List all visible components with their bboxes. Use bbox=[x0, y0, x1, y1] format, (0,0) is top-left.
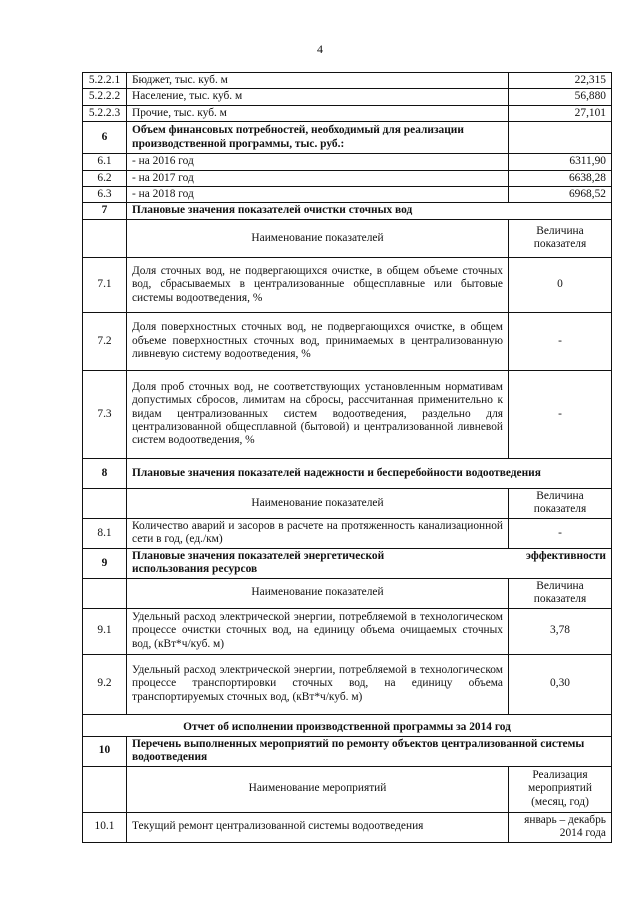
section-title: Плановые значения показателей надежности и бесперебойности водоотведения bbox=[127, 458, 612, 488]
row-value: - bbox=[509, 518, 612, 548]
row-number: 8.1 bbox=[83, 518, 127, 548]
row-label: Удельный расход электрической энергии, потребляемой в технологическом процессе транспортировки сточных вод, на единицу объема транспортируемых сточных вод, (кВт*ч/куб. м) bbox=[127, 654, 509, 714]
section-title: Перечень выполненных мероприятий по ремонту объектов централизованной системы водоотведения bbox=[127, 736, 612, 766]
table-row bbox=[83, 257, 612, 312]
row-number: 10.1 bbox=[83, 812, 127, 842]
table-row bbox=[83, 370, 612, 458]
column-header-value: Величина показателя bbox=[509, 488, 612, 518]
row-number: 9.2 bbox=[83, 654, 127, 714]
section-number: 6 bbox=[83, 122, 127, 154]
section-title-right: эффективности bbox=[525, 549, 606, 562]
row-number: 5.2.2.2 bbox=[83, 89, 127, 105]
column-header-value: Величина показателя bbox=[509, 578, 612, 608]
row-value: январь – декабрь 2014 года bbox=[509, 812, 612, 842]
row-number: 5.2.2.1 bbox=[83, 73, 127, 89]
section-number: 10 bbox=[83, 736, 127, 766]
row-number: 7.3 bbox=[83, 370, 127, 458]
row-label: Доля поверхностных сточных вод, не подвергающихся очистке, в общем объеме поверхностных сточных вод, принимаемых в централизованную ливневую систему водоотведения, % bbox=[127, 312, 509, 370]
report-title: Отчет об исполнении производственной программы за 2014 год bbox=[83, 714, 612, 736]
row-label: - на 2016 год bbox=[127, 154, 509, 170]
row-label: Население, тыс. куб. м bbox=[127, 89, 509, 105]
table-row bbox=[83, 105, 612, 121]
column-header-name: Наименование показателей bbox=[127, 488, 509, 518]
table-row bbox=[83, 187, 612, 203]
row-label: Бюджет, тыс. куб. м bbox=[127, 73, 509, 89]
row-number: 7.1 bbox=[83, 257, 127, 312]
table-row bbox=[83, 608, 612, 654]
section-number: 8 bbox=[83, 458, 127, 488]
row-label: Доля проб сточных вод, не соответствующих установленным нормативам допустимых сбросов, лимитам на сбросы, рассчитанная применительно к видам централизованных систем водоотведения, раздельно для централизованной общесплавной (бытовой) и централизованной ливневой систем водоотведения, % bbox=[127, 370, 509, 458]
section-number: 9 bbox=[83, 548, 127, 578]
section-header bbox=[83, 458, 612, 488]
row-value: 0,30 bbox=[509, 654, 612, 714]
table-row bbox=[83, 654, 612, 714]
row-value: - bbox=[509, 370, 612, 458]
column-header-row bbox=[83, 488, 612, 518]
row-value: 27,101 bbox=[509, 105, 612, 121]
row-number: 5.2.2.3 bbox=[83, 105, 127, 121]
row-number: 6.3 bbox=[83, 187, 127, 203]
row-number: 6.2 bbox=[83, 170, 127, 186]
row-number: 9.1 bbox=[83, 608, 127, 654]
table-row bbox=[83, 518, 612, 548]
section-header bbox=[83, 736, 612, 766]
row-label: - на 2018 год bbox=[127, 187, 509, 203]
row-value: 56,880 bbox=[509, 89, 612, 105]
row-label: Прочие, тыс. куб. м bbox=[127, 105, 509, 121]
table-row bbox=[83, 89, 612, 105]
column-header-value: Реализация мероприятий (месяц, год) bbox=[509, 766, 612, 812]
row-value: - bbox=[509, 312, 612, 370]
row-label: Текущий ремонт централизованной системы водоотведения bbox=[127, 812, 509, 842]
table-row bbox=[83, 73, 612, 89]
row-value: 6311,90 bbox=[509, 154, 612, 170]
row-label: Удельный расход электрической энергии, потребляемой в технологическом процессе очистки сточных вод, на единицу объема очищаемых сточных вод, (кВт*ч/куб. м) bbox=[127, 608, 509, 654]
column-header-name: Наименование показателей bbox=[127, 219, 509, 257]
column-header-value: Величина показателя bbox=[509, 219, 612, 257]
table-row bbox=[83, 312, 612, 370]
row-value: 22,315 bbox=[509, 73, 612, 89]
row-number: 6.1 bbox=[83, 154, 127, 170]
column-header-row bbox=[83, 766, 612, 812]
column-header-name: Наименование показателей bbox=[127, 578, 509, 608]
empty-cell bbox=[83, 578, 127, 608]
column-header-name: Наименование мероприятий bbox=[127, 766, 509, 812]
row-label: Доля сточных вод, не подвергающихся очистке, в общем объеме сточных вод, сбрасываемых в централизованные общесплавные или бытовые системы водоотведения, % bbox=[127, 257, 509, 312]
empty-cell bbox=[83, 488, 127, 518]
table-row bbox=[83, 154, 612, 170]
row-value: 3,78 bbox=[509, 608, 612, 654]
row-number: 7.2 bbox=[83, 312, 127, 370]
section-title-left: Плановые значения показателей энергетической bbox=[132, 549, 385, 562]
row-value: 6638,28 bbox=[509, 170, 612, 186]
section-header bbox=[83, 203, 612, 219]
page-number: 4 bbox=[317, 42, 323, 56]
empty-cell bbox=[509, 122, 612, 154]
section-number: 7 bbox=[83, 203, 127, 219]
section-title: Плановые значения показателей очистки сточных вод bbox=[127, 203, 612, 219]
section-title bbox=[127, 548, 612, 578]
row-label: Количество аварий и засоров в расчете на протяженность канализационной сети в год, (ед./км) bbox=[127, 518, 509, 548]
row-label: - на 2017 год bbox=[127, 170, 509, 186]
program-table bbox=[82, 72, 612, 843]
table-row bbox=[83, 170, 612, 186]
empty-cell bbox=[83, 766, 127, 812]
column-header-row bbox=[83, 219, 612, 257]
section-header bbox=[83, 548, 612, 578]
section-title: Объем финансовых потребностей, необходимый для реализации производственной программы, тыс. руб.: bbox=[127, 122, 509, 154]
report-title-row bbox=[83, 714, 612, 736]
row-value: 0 bbox=[509, 257, 612, 312]
column-header-row bbox=[83, 578, 612, 608]
section-title-line2: использования ресурсов bbox=[132, 563, 258, 576]
section-header bbox=[83, 122, 612, 154]
table-row bbox=[83, 812, 612, 842]
empty-cell bbox=[83, 219, 127, 257]
row-value: 6968,52 bbox=[509, 187, 612, 203]
